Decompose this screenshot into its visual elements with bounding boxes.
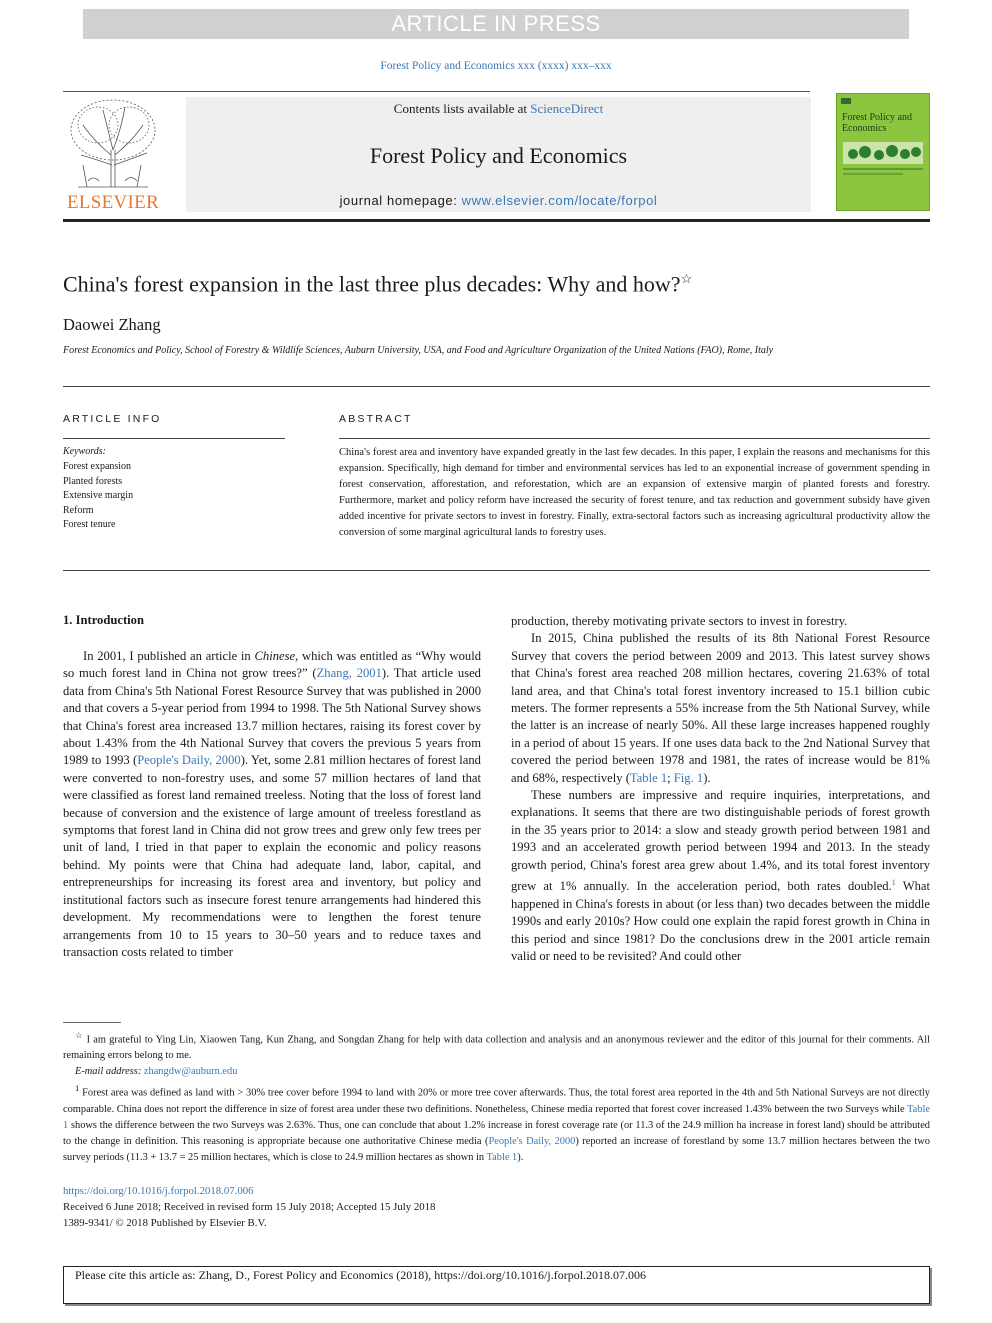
cite-text[interactable]: Please cite this article as: Zhang, D., Forest Policy and Economics (2018), https://doi.org/10.1016/j.forpol.2018.07.006 bbox=[75, 1268, 647, 1282]
divider bbox=[63, 386, 930, 387]
journal-cover-thumbnail[interactable] bbox=[836, 93, 930, 211]
keyword-item: Extensive margin bbox=[63, 490, 134, 501]
email-label: E-mail address: bbox=[75, 1066, 142, 1078]
email-footnote bbox=[63, 1064, 930, 1080]
table-link[interactable]: Table 1 bbox=[63, 1103, 930, 1131]
right-column bbox=[511, 613, 930, 965]
article-title bbox=[63, 271, 930, 297]
section-heading-introduction: 1. Introduction bbox=[63, 613, 144, 627]
text-run: ; bbox=[667, 770, 674, 785]
footnote-text: I am grateful to Ying Lin, Xiaowen Tang, Kun Zhang, and Songdan Zhang for help with data collection and analysis and an anonymous reviewer and the editor of this journal for their comments. All remaining errors belong to me. bbox=[63, 1034, 930, 1062]
elsevier-wordmark: ELSEVIER bbox=[66, 192, 160, 213]
left-column bbox=[63, 648, 481, 961]
tree-icon bbox=[63, 95, 163, 191]
journal-reference[interactable]: Forest Policy and Economics xxx (xxxx) xxx–xxx bbox=[380, 60, 612, 72]
paragraph: production, thereby motivating private sectors to invest in forestry. bbox=[511, 614, 848, 628]
header-thick-rule bbox=[63, 219, 930, 222]
paragraph bbox=[511, 630, 930, 787]
author-name[interactable]: Daowei Zhang bbox=[63, 315, 161, 334]
homepage-line bbox=[186, 193, 811, 208]
header-rule bbox=[63, 91, 810, 92]
footnote-star bbox=[63, 1027, 930, 1064]
citation-link[interactable]: People's Daily, 2000 bbox=[137, 753, 241, 768]
paragraph bbox=[511, 787, 930, 965]
copyright: 1389-9341/ © 2018 Published by Elsevier B.V. bbox=[63, 1217, 267, 1230]
text-run: In 2015, China published the results of its 8th National Forest Resource Survey that covers the period between 2009 and 2013. This latest survey shows that China's forest area reached 208 million hectares, covering 21.63% of total land area, and that China's total forest inventory increased to 15.1 billion cubic meters. The former represents a 55% increase from the 5th National Survey, while the latter is an increase of nearly 50%. All these large increases happened roughly in a period of about 15 years. If one uses data back to the 2nd National Survey that covered the period between 1978 and 1981, the rates of increase would be 81% and 68%, respectively ( bbox=[511, 631, 930, 785]
keywords-label: Keywords: bbox=[63, 446, 106, 457]
text-run: Forest area was defined as land with > 30% tree cover before 1994 to land with 20% or more tree cover afterwards. Thus, the total forest area reported in the 4th and 5th National Surveys are not directly comparable. China does not report the difference in size of forest area under these two definitions. Nonetheless, Chinese media reported that forest cover increased 1.43% between the two Surveys while bbox=[63, 1087, 930, 1115]
abstract-heading: ABSTRACT bbox=[339, 413, 413, 425]
text-run: shows the difference between the two Surveys was 2.63%. Thus, one can conclude that about 1.2% increase in forest coverage rate (or 11.3 of the 24.9 million ha increase in forest land) should be attributed to the change in definition. This reasoning is appropriate because one authoritative Chinese media ( bbox=[63, 1119, 930, 1147]
homepage-prefix: journal homepage: bbox=[339, 193, 462, 208]
article-meta bbox=[63, 1183, 435, 1232]
text-run: , which was entitled as “Why would so much forest land in China not grow trees?” ( bbox=[63, 649, 481, 681]
email-link[interactable]: zhangdw@auburn.edu bbox=[143, 1066, 238, 1078]
article-title-text: China's forest expansion in the last three plus decades: Why and how? bbox=[63, 271, 681, 297]
cover-title: Forest Policy and Economics bbox=[842, 112, 912, 134]
keyword-item: Forest tenure bbox=[63, 519, 116, 530]
footnote-1 bbox=[63, 1080, 930, 1165]
text-run: ). bbox=[703, 770, 711, 785]
text-run: In 2001, I published an article in bbox=[83, 649, 255, 663]
contents-line bbox=[186, 101, 811, 117]
keyword-item: Planted forests bbox=[63, 475, 123, 487]
divider bbox=[339, 438, 930, 439]
article-in-press-banner: ARTICLE IN PRESS bbox=[83, 9, 909, 39]
citation-link[interactable]: People's Daily, 2000 bbox=[488, 1135, 576, 1147]
text-run: ). Yet, some 2.81 million hectares of forest land were converted to non-forestry uses, and some 57 million hectares of land that were classified as forest land remained treeless. Noting that the loss of forest land because of conversion and the existence of large amount of treeless forestland as symptoms that forest land in China did not grow trees and grew only few trees per unit of land, I tried in that paper to explain the economic and policy reasons behind. My points were that China had adequate land, labor, capital, and entrepreneurships for increasing its forest area and inventory, but policy and institutional factors such as insecure forest tenure arrangements had hindered this development. My recommendations were to lengthen the forest tenure arrangements from 10 to 15 years to 30–50 years and to reduce taxes and transaction costs related to timber bbox=[63, 753, 481, 959]
citation-link[interactable]: Zhang, 2001 bbox=[316, 666, 382, 681]
paragraph bbox=[63, 648, 481, 961]
title-footnote-mark[interactable]: ☆ bbox=[680, 271, 693, 286]
doi-link[interactable]: https://doi.org/10.1016/j.forpol.2018.07.006 bbox=[63, 1185, 254, 1197]
table-link[interactable]: Table 1 bbox=[486, 1151, 518, 1163]
text-run: Chinese bbox=[254, 649, 296, 663]
homepage-link[interactable]: www.elsevier.com/locate/forpol bbox=[461, 193, 658, 208]
footnote-mark: 1 bbox=[75, 1083, 80, 1094]
author-affiliation: Forest Economics and Policy, School of Forestry & Wildlife Sciences, Auburn University, USA, and Food and Agriculture Organization of the United Nations (FAO), Rome, Italy bbox=[63, 345, 774, 356]
text-run: These numbers are impressive and require inquiries, interpretations, and explanations. It seems that there are two distinguishable periods of forest growth in the 35 years prior to 2014: a slow and steady growth period between 1981 and 1993 and an accelerated growth period between 1994 and 2013. In the steady growth period, China's forest area grew about 1.4%, and its total forest inventory grew at 1% annually. In the acceleration period, both rates doubled. bbox=[511, 788, 930, 894]
divider bbox=[63, 438, 285, 439]
contents-prefix: Contents lists available at bbox=[393, 101, 531, 116]
text-run: ) reported an increase of forestland by some 13.7 million hectares between the two survey periods (11.3 + 13.7 = 25 million hectares, which is close to 24.9 million hectares as shown in bbox=[63, 1135, 930, 1163]
footnotes bbox=[63, 1027, 930, 1166]
divider bbox=[63, 570, 930, 571]
keyword-item: Forest expansion bbox=[63, 461, 132, 472]
footnote-mark: ☆ bbox=[75, 1030, 84, 1040]
table-link[interactable]: Table 1 bbox=[629, 770, 668, 785]
text-run: ). That article used data from China's 5th National Forest Resource Survey that was published in 2000 and that covers a 5-year period from 1994 to 1998. The 5th National Survey shows that China's forest area increased 13.7 million hectares, raising its forest cover by about 1.43% from the 4th National Survey that covers the previous 5 years from 1989 to 1993 ( bbox=[63, 666, 481, 768]
article-dates: Received 6 June 2018; Received in revised form 15 July 2018; Accepted 15 July 2018 bbox=[63, 1201, 436, 1214]
journal-name: Forest Policy and Economics bbox=[369, 143, 628, 168]
footnote-link[interactable]: 1 bbox=[891, 878, 896, 888]
keyword-item: Reform bbox=[63, 504, 94, 516]
footnote-rule bbox=[63, 1022, 121, 1023]
figure-link[interactable]: Fig. 1 bbox=[673, 770, 704, 785]
text-run: What happened in China's forests in about (or less than) two decades between the middle 1990s and early 2010s? How could one explain the rapid forest growth in China in this period and since 1981? Do the conclusions drew in the 2001 article remain valid or need to be revisited? And could other bbox=[511, 879, 930, 963]
sciencedirect-link[interactable]: ScienceDirect bbox=[530, 101, 604, 116]
text-run: ). bbox=[517, 1151, 524, 1163]
abstract-text: China's forest area and inventory have expanded greatly in the last few decades. In this paper, I explain the reasons and mechanisms for this expansion. Specifically, high demand for timber and environmental services has led to an exponential increase of government spending in forest conservation, afforestation, and reforestation, which are an expansion of extensive margin of planted forests and forestry. Furthermore, market and policy reform have increased the security of forest tenure, and tax reduction and government subsidy have given added incentive for private sectors to invest in forestry. Finally, extra-sectoral factors such as increasing agricultural productivity allow the conversion of some marginal agricultural lands to forestry uses. bbox=[339, 447, 930, 539]
article-info-heading: ARTICLE INFO bbox=[63, 413, 162, 425]
keywords-list bbox=[63, 460, 133, 533]
